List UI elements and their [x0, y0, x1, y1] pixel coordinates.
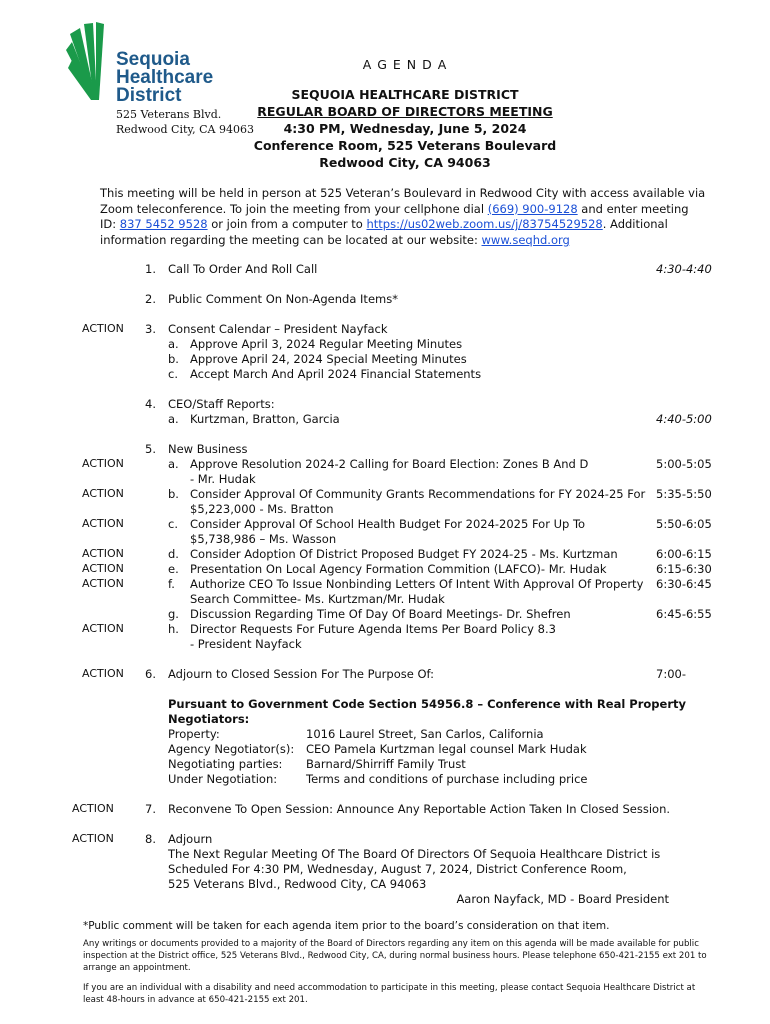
item-8-number: 8. — [145, 832, 156, 846]
item-1-number: 1. — [145, 262, 156, 276]
logo-line-1: Sequoia — [116, 49, 190, 70]
intro-line-4 — [100, 233, 710, 249]
item-5f-time: 6:30-6:45 — [656, 577, 712, 591]
item-3b-text: Approve April 24, 2024 Special Meeting Minutes — [190, 352, 467, 366]
item-3-text: Consent Calendar – President Nayfack — [168, 322, 388, 336]
intro-line-3 — [100, 217, 710, 233]
logo-line-2: Healthcare — [116, 67, 214, 88]
header-line-2: REGULAR BOARD OF DIRECTORS MEETING — [257, 104, 553, 119]
item-5f-text: Authorize CEO To Issue Nonbinding Letters Of Intent With Approval Of Property — [190, 577, 644, 591]
item-8-line-4: 525 Veterans Blvd., Redwood City, CA 94063 — [168, 877, 427, 891]
item-5a-letter: a. — [168, 457, 179, 471]
closed-session-value: Terms and conditions of purchase including price — [306, 772, 588, 786]
item-7-text: Reconvene To Open Session: Announce Any Reportable Action Taken In Closed Session. — [168, 802, 671, 816]
item-4a-text: Kurtzman, Bratton, Garcia — [190, 412, 340, 426]
intro-text: and enter meeting — [577, 201, 689, 216]
action-label: ACTION — [72, 832, 114, 845]
item-5-text: New Business — [168, 442, 248, 456]
address-line-1: 525 Veterans Blvd. — [116, 108, 222, 121]
item-5g-letter: g. — [168, 607, 179, 621]
item-5b-text: Consider Approval Of Community Grants Recommendations for FY 2024-25 For — [190, 487, 646, 501]
item-7-number: 7. — [145, 802, 156, 816]
item-5g-time: 6:45-6:55 — [656, 607, 712, 621]
item-3a-letter: a. — [168, 337, 179, 351]
item-3-number: 3. — [145, 322, 156, 336]
item-5e-letter: e. — [168, 562, 179, 576]
action-label: ACTION — [82, 667, 124, 680]
item-4a-time: 4:40-5:00 — [656, 412, 712, 426]
header-line-1: SEQUOIA HEALTHCARE DISTRICT — [291, 87, 519, 102]
item-6-time: 7:00- — [656, 667, 686, 681]
public-comment-note: *Public comment will be taken for each agenda item prior to the board’s consideration on that item. — [83, 920, 610, 932]
item-5b-time: 5:35-5:50 — [656, 487, 712, 501]
pursuant-line-2: Negotiators: — [168, 712, 250, 726]
item-4-number: 4. — [145, 397, 156, 411]
item-5e-time: 6:15-6:30 — [656, 562, 712, 576]
item-5h-text-2: - President Nayfack — [190, 637, 302, 651]
item-5d-time: 6:00-6:15 — [656, 547, 712, 561]
intro-text: . Additional — [602, 217, 668, 231]
item-8-text: Adjourn — [168, 832, 213, 846]
header-line-4: Conference Room, 525 Veterans Boulevard — [253, 138, 557, 153]
item-5c-text-2: $5,738,986 – Ms. Wasson — [190, 532, 337, 546]
meeting-id-link[interactable]: 837 5452 9528 — [119, 217, 208, 231]
item-5e-text: Presentation On Local Agency Formation Commition (LAFCO)- Mr. Hudak — [190, 562, 607, 576]
item-5g-text: Discussion Regarding Time Of Day Of Board Meetings- Dr. Shefren — [190, 607, 571, 621]
intro-text: or join from a computer to — [207, 217, 367, 231]
item-4-text: CEO/Staff Reports: — [168, 397, 275, 411]
item-5d-text: Consider Adoption Of District Proposed Budget FY 2024-25 - Ms. Kurtzman — [190, 547, 618, 561]
intro-text: information regarding the meeting can be located at our website: — [100, 232, 482, 247]
action-label: ACTION — [82, 562, 124, 575]
item-5a-time: 5:00-5:05 — [656, 457, 712, 471]
item-5c-text: Consider Approval Of School Health Budget For 2024-2025 For Up To — [190, 517, 586, 531]
action-label: ACTION — [82, 487, 124, 500]
closed-session-key: Agency Negotiator(s): — [168, 742, 295, 756]
closed-session-value: CEO Pamela Kurtzman legal counsel Mark Hudak — [306, 742, 587, 756]
item-5b-text-2: $5,223,000 - Ms. Bratton — [190, 502, 334, 516]
item-3c-letter: c. — [168, 367, 178, 381]
item-5-number: 5. — [145, 442, 156, 456]
item-6-number: 6. — [145, 667, 156, 681]
closed-session-value: 1016 Laurel Street, San Carlos, California — [306, 727, 544, 741]
item-5a-text: Approve Resolution 2024-2 Calling for Board Election: Zones B And D — [190, 457, 589, 471]
action-label: ACTION — [82, 517, 124, 530]
website-link[interactable]: www.seqhd.org — [481, 232, 570, 247]
item-1-time: 4:30-4:40 — [656, 262, 712, 276]
closed-session-key: Under Negotiation: — [168, 772, 278, 786]
action-label: ACTION — [82, 547, 124, 560]
phone-link[interactable]: (669) 900-9128 — [487, 201, 578, 216]
action-label: ACTION — [82, 622, 124, 635]
action-label: ACTION — [82, 457, 124, 470]
board-president-signature: Aaron Nayfack, MD - Board President — [456, 892, 669, 906]
closed-session-value: Barnard/Shirriff Family Trust — [306, 757, 466, 771]
closed-session-key: Property: — [168, 727, 220, 741]
item-2-text: Public Comment On Non-Agenda Items* — [168, 292, 398, 306]
intro-paragraph — [100, 186, 710, 248]
closed-session-key: Negotiating parties: — [168, 757, 283, 771]
item-8-line-2: The Next Regular Meeting Of The Board Of Directors Of Sequoia Healthcare District is — [168, 847, 661, 861]
item-4a-letter: a. — [168, 412, 179, 426]
item-3c-text: Accept March And April 2024 Financial Statements — [190, 367, 482, 381]
item-5c-letter: c. — [168, 517, 178, 531]
pursuant-line-1: Pursuant to Government Code Section 54956.8 – Conference with Real Property — [168, 697, 686, 711]
action-label: ACTION — [82, 322, 124, 335]
address-line-2: Redwood City, CA 94063 — [116, 123, 254, 136]
item-2-number: 2. — [145, 292, 156, 306]
zoom-link[interactable]: https://us02web.zoom.us/j/83754529528 — [366, 217, 603, 231]
header-line-3: 4:30 PM, Wednesday, June 5, 2024 — [283, 121, 527, 136]
intro-text: ID: — [100, 217, 120, 231]
item-5h-text: Director Requests For Future Agenda Items Per Board Policy 8.3 — [190, 622, 556, 636]
writings-notice: Any writings or documents provided to a majority of the Board of Directors regarding any item on this agenda will be made available for public inspection at the District office, 525 Veterans Blvd., Redwood City, CA, during normal business hours. Please telephone 650-421-2155 ext 201 to arrange an appointment. — [83, 939, 707, 973]
item-3b-letter: b. — [168, 352, 179, 366]
action-label: ACTION — [72, 802, 114, 815]
item-5c-time: 5:50-6:05 — [656, 517, 712, 531]
item-5h-letter: h. — [168, 622, 179, 636]
intro-line-1: This meeting will be held in person at 525 Veteran’s Boulevard in Redwood City with access available via — [100, 186, 706, 200]
item-5f-text-2: Search Committee- Ms. Kurtzman/Mr. Hudak — [190, 592, 445, 606]
logo-line-3: District — [116, 85, 182, 106]
item-3a-text: Approve April 3, 2024 Regular Meeting Minutes — [190, 337, 463, 351]
item-5b-letter: b. — [168, 487, 179, 501]
action-label: ACTION — [82, 577, 124, 590]
agenda-heading: A G E N D A — [362, 57, 448, 72]
header-line-5: Redwood City, CA 94063 — [319, 155, 491, 170]
item-5a-text-2: - Mr. Hudak — [190, 472, 256, 486]
disability-notice: If you are an individual with a disability and need accommodation to participate in this meeting, please contact Sequoia Healthcare District at least 48-hours in advance at 650-421-2155 ext 201. — [83, 983, 696, 1005]
sequoia-logo-icon — [66, 20, 116, 102]
item-5f-letter: f. — [168, 577, 175, 591]
item-5d-letter: d. — [168, 547, 179, 561]
intro-line-2 — [100, 202, 710, 218]
item-8-line-3: Scheduled For 4:30 PM, Wednesday, August 7, 2024, District Conference Room, — [168, 862, 627, 876]
item-6-text: Adjourn to Closed Session For The Purpose Of: — [168, 667, 435, 681]
item-1-text: Call To Order And Roll Call — [168, 262, 318, 276]
intro-text: Zoom teleconference. To join the meeting from your cellphone dial — [100, 201, 488, 216]
